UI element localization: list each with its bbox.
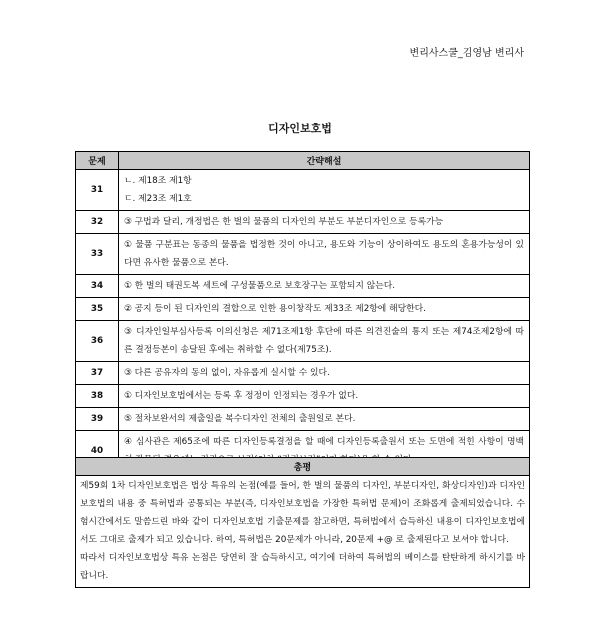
- explanation-line: ㄷ. 제23조 제1호: [124, 194, 192, 204]
- answer-table-header: [76, 152, 530, 170]
- answer-explanation: [119, 170, 530, 211]
- table-row: [76, 408, 530, 431]
- answer-explanation: [119, 362, 530, 385]
- answer-explanation: [119, 211, 530, 234]
- explanation-line: ⑤ 절차보완서의 제출일을 복수디자인 전체의 출원일로 본다.: [124, 414, 356, 424]
- answer-explanation: [119, 321, 530, 362]
- explanation-line: ④ 심사관은 제65조에 따른 디자인등록결정을 할 때에 디자인등록출원서 또는 도면에 적힌 사항이 명백: [124, 437, 524, 447]
- explanation-line: ① 물품 구분표는 동종의 물품을 법정한 것이 아니고, 용도와 기능이 상이하여도 용도의 혼용가능성이 있다면 유사한 물품으로 본다.: [124, 240, 524, 268]
- answer-explanation: [119, 275, 530, 298]
- review-header: 총평: [76, 458, 530, 476]
- table-row: [76, 275, 530, 298]
- table-row: [76, 321, 530, 362]
- document-title: 디자인보호법: [268, 122, 332, 135]
- answer-explanation: [119, 408, 530, 431]
- review-body: [76, 476, 530, 588]
- answer-explanation: [119, 385, 530, 408]
- review-table: [75, 457, 530, 588]
- question-number: 40: [76, 431, 119, 472]
- table-row: [76, 211, 530, 234]
- answer-explanation: [119, 234, 530, 275]
- explanation-line: ㄴ. 제18조 제1항: [124, 176, 192, 186]
- question-number: 36: [76, 321, 119, 362]
- question-number: 31: [76, 170, 119, 211]
- author-label: 변리사스쿨_김영남 변리사: [409, 48, 524, 59]
- explanation-line: ③ 디자인일부심사등록 이의신청은 제71조제1항 후단에 따른 의견진술의 통지 또는 제74조제2항에 따른 결정등본이 송달된 후에는 취하할 수 없다(제75조).: [124, 327, 524, 355]
- question-number: 35: [76, 298, 119, 321]
- table-row: [76, 362, 530, 385]
- explanation-line: ② 공지 등이 된 디자인의 결합으로 인한 용이창작도 제33조 제2항에 해당한다.: [124, 304, 426, 314]
- question-number: 33: [76, 234, 119, 275]
- explanation-line: ① 한 벌의 태권도복 세트에 구성물품으로 보호장구는 포함되지 않는다.: [124, 281, 395, 291]
- header-explanation: 간략해설: [119, 152, 530, 170]
- question-number: 39: [76, 408, 119, 431]
- header-number: 문제: [76, 152, 119, 170]
- explanation-line: ③ 구법과 달리, 개정법은 한 벌의 물품의 디자인의 부분도 부분디자인으로 등록가능: [124, 217, 444, 227]
- answer-table: [75, 151, 530, 472]
- question-number: 34: [76, 275, 119, 298]
- question-number: 37: [76, 362, 119, 385]
- review-paragraph: 따라서 디자인보호법상 특유 논점은 당연히 잘 습득하시고, 여기에 더하여 특허법의 베이스를 탄탄하게 하시기를 바랍니다.: [80, 553, 525, 582]
- explanation-line: ① 디자인보호법에서는 등록 후 정정이 인정되는 경우가 없다.: [124, 391, 359, 401]
- answer-explanation: [119, 298, 530, 321]
- question-number: 38: [76, 385, 119, 408]
- table-row: [76, 170, 530, 211]
- explanation-line: ③ 다른 공유자의 동의 없이, 자유롭게 실시할 수 있다.: [124, 368, 330, 378]
- question-number: 32: [76, 211, 119, 234]
- table-row: [76, 234, 530, 275]
- table-row: [76, 385, 530, 408]
- table-row: [76, 298, 530, 321]
- review-paragraph: 제59회 1차 디자인보호법은 법상 특유의 논점(예를 들어, 한 벌의 물품의 디자인, 부분디자인, 화상디자인)과 디자인보호법의 내용 중 특허법과 공통되는 부분(즉, 디자인보호법을 가장한 특허법 문제)이 조화롭게 출제되었습니다. 수험시간에서도 말씀드린 바와 같이 디자인보호법 기출문제를 참고하면, 특허법에서 습득하신 내용이 디자인보호법에서도 그대로 출제가 되고 있습니다. 하여, 특허법은 20문제가 아니라, 20문제 +@ 로 출제된다고 보셔야 합니다.: [80, 481, 525, 546]
